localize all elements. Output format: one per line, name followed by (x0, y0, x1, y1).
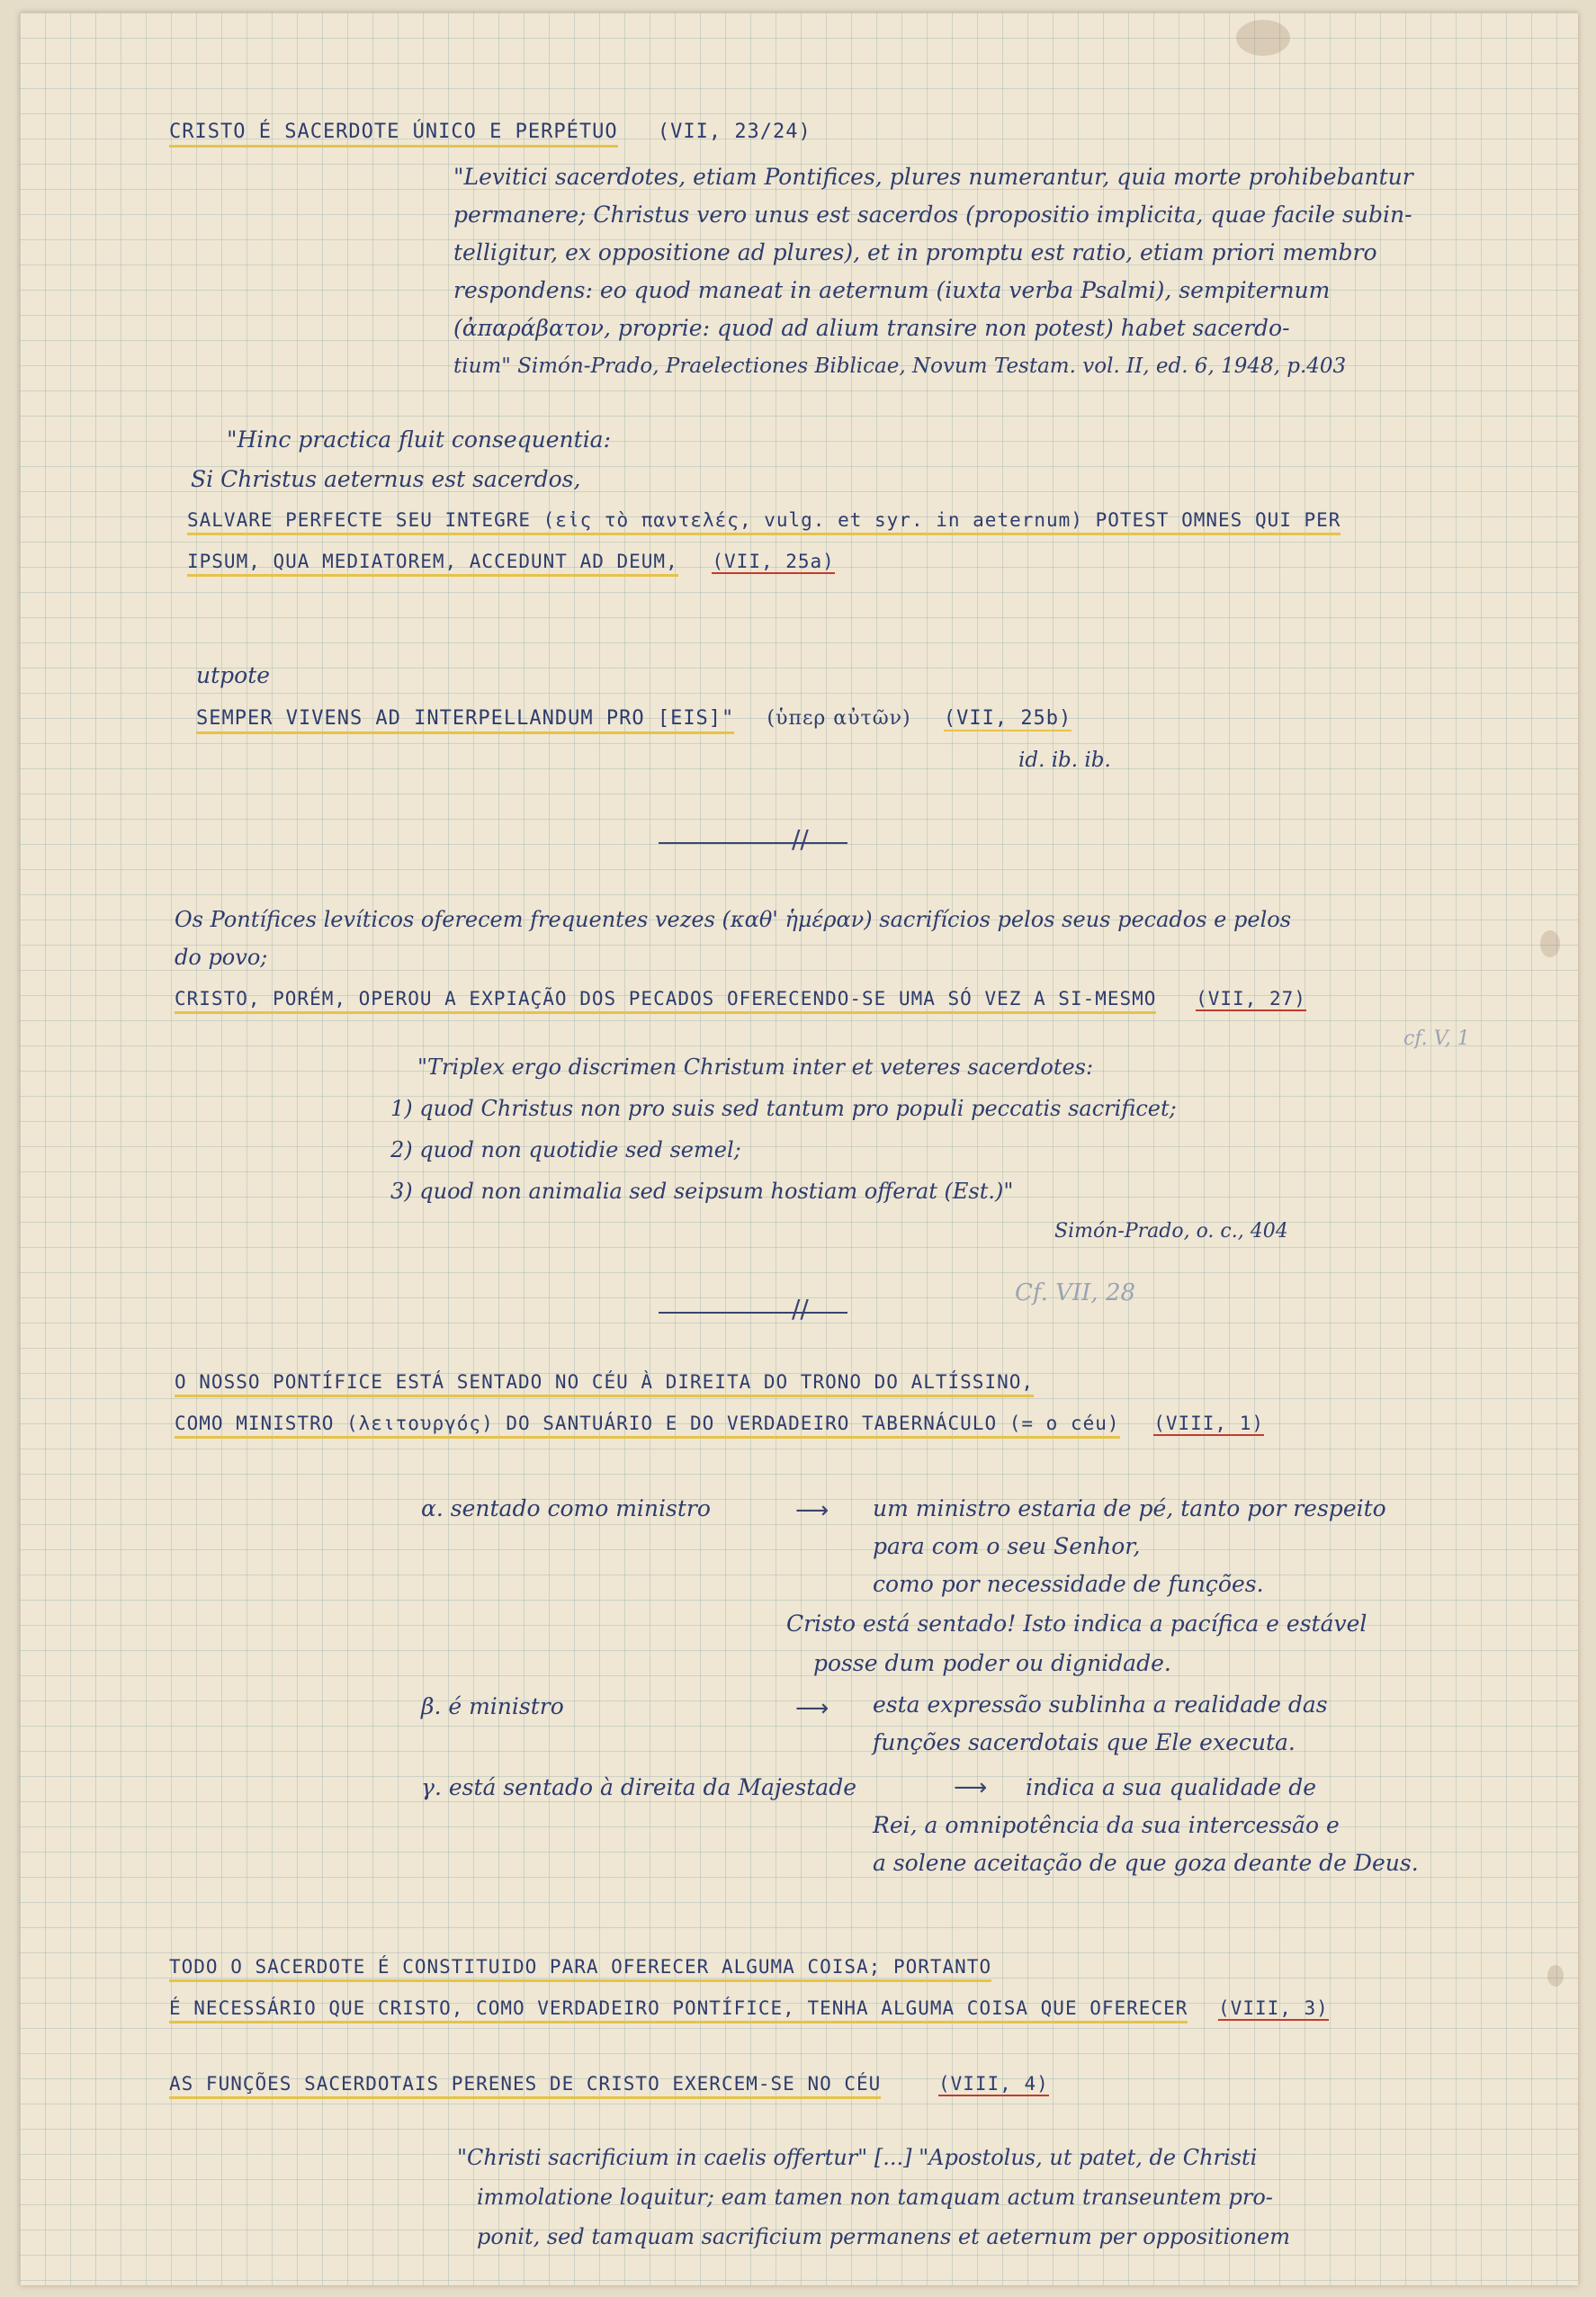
title-text: CRISTO É SACERDOTE ÚNICO E PERPÉTUO (169, 121, 618, 148)
text-line: utpote (196, 662, 271, 688)
item-text: a solene aceitação de que goza deante de Deus. (873, 1850, 1419, 1876)
reference: (VII, 23/24) (657, 121, 811, 143)
quote-line: (ἀπαράβατον, proprie: quod ad alium transire non potest) habet sacerdo- (453, 315, 1290, 341)
paper-stain (1540, 930, 1560, 957)
caps-line (187, 509, 1340, 531)
item-text: indica a sua qualidade de (1026, 1774, 1317, 1800)
reference: (VIII, 3) (1218, 1997, 1329, 2019)
caps-line (175, 988, 1306, 1009)
item-text: funções sacerdotais que Ele executa. (873, 1729, 1296, 1755)
item-text: posse dum poder ou dignidade. (813, 1650, 1171, 1676)
quote-line: 1) quod Christus non pro suis sed tantum pro populi peccatis sacrificet; (390, 1096, 1177, 1121)
text-line: do povo; (175, 945, 268, 970)
caps-text: É NECESSÁRIO QUE CRISTO, COMO VERDADEIRO PONTÍFICE, TENHA ALGUMA COISA QUE OFERECER (169, 1997, 1188, 2023)
reference: (VII, 25a) (712, 551, 835, 572)
item-label: α. sentado como ministro (421, 1495, 711, 1521)
intro-line: "Hinc practica fluit consequentia: (227, 426, 612, 453)
margin-note: Cf. VII, 28 (1015, 1279, 1136, 1306)
item-text: para com o seu Senhor, (873, 1533, 1141, 1559)
text-line: Si Christus aeternus est sacerdos, (191, 466, 581, 492)
item-text: Rei, a omnipotência da sua intercessão e (873, 1812, 1340, 1838)
quote-line: immolatione loquitur; eam tamen non tamquam actum transeuntem pro- (477, 2185, 1273, 2210)
caps-text: O NOSSO PONTÍFICE ESTÁ SENTADO NO CÉU À DIREITA DO TRONO DO ALTÍSSINO, (175, 1371, 1034, 1397)
arrow-icon: ⟶ (954, 1774, 988, 1801)
quote-line: "Levitici sacerdotes, etiam Pontifices, plures numerantur, quia morte prohibebantur (453, 164, 1413, 190)
text-line: Os Pontífices levíticos oferecem frequentes vezes (καθ' ἡμέραν) sacrifícios pelos seus pecados e pelos (175, 907, 1292, 932)
separator (659, 842, 847, 844)
separator-mark: // (792, 824, 809, 854)
quote-line: 3) quod non animalia sed seipsum hostiam offerat (Est.)" (390, 1179, 1014, 1204)
caps-line (169, 2073, 1049, 2095)
quote-line: "Triplex ergo discrimen Christum inter et veteres sacerdotes: (417, 1054, 1094, 1080)
quote-line: telligitur, ex oppositione ad plures), et in promptu est ratio, etiam priori membro (453, 239, 1377, 265)
caps-text: IPSUM, QUA MEDIATOREM, ACCEDUNT AD DEUM, (187, 551, 678, 577)
caps-text: COMO MINISTRO (λειτουργός) DO SANTUÁRIO E DO VERDADEIRO TABERNÁCULO (= o céu) (175, 1413, 1120, 1439)
section-title (169, 121, 811, 143)
caps-line (169, 1956, 991, 1978)
item-label: β. é ministro (421, 1693, 564, 1719)
quote-line: tium" Simón-Prado, Praelectiones Biblicae, Novum Testam. vol. II, ed. 6, 1948, p.403 (453, 354, 1347, 378)
item-text: esta expressão sublinha a realidade das (873, 1691, 1328, 1718)
caps-line (175, 1371, 1034, 1393)
item-text: Cristo está sentado! Isto indica a pacífica e estável (786, 1611, 1367, 1637)
caps-text: TODO O SACERDOTE É CONSTITUIDO PARA OFERECER ALGUMA COISA; PORTANTO (169, 1956, 991, 1982)
arrow-icon: ⟶ (795, 1497, 829, 1524)
arrow-icon: ⟶ (795, 1695, 829, 1722)
reference: (VIII, 4) (937, 2073, 1049, 2095)
separator-mark: // (792, 1294, 809, 1323)
item-label: γ. está sentado à direita da Majestade (421, 1774, 857, 1800)
quote-line: ponit, sed tamquam sacrificium permanens et aeternum per oppositionem (477, 2224, 1291, 2249)
caps-text: SALVARE PERFECTE SEU INTEGRE (εἰς τὸ παντελές, vulg. et syr. in aeternum) POTEST OMNES QUI PER (187, 509, 1340, 535)
quote-line: "Christi sacrificium in caelis offertur" [...] "Apostolus, ut patet, de Christi (457, 2145, 1258, 2170)
reference: (VII, 25b) (943, 707, 1072, 730)
notebook-page (20, 13, 1578, 2285)
caps-text: CRISTO, PORÉM, OPEROU A EXPIAÇÃO DOS PECADOS OFERECENDO-SE UMA SÓ VEZ A SI-MESMO (175, 988, 1156, 1014)
caps-text: AS FUNÇÕES SACERDOTAIS PERENES DE CRISTO EXERCEM-SE NO CÉU (169, 2073, 881, 2099)
quote-line: permanere; Christus vero unus est sacerdos (propositio implicita, quae facile subin- (453, 202, 1412, 228)
caps-line (187, 551, 835, 572)
greek-text: (ὑπερ αὐτῶν) (767, 707, 911, 730)
quote-line: 2) quod non quotidie sed semel; (390, 1137, 741, 1162)
separator (659, 1312, 847, 1314)
reference: (VIII, 1) (1153, 1413, 1264, 1434)
quote-line: respondens: eo quod maneat in aeternum (iuxta verba Psalmi), sempiternum (453, 277, 1331, 303)
caps-line (196, 707, 1071, 730)
caps-line (175, 1413, 1264, 1434)
caps-line (169, 1997, 1329, 2019)
item-text: um ministro estaria de pé, tanto por respeito (873, 1495, 1386, 1521)
paper-stain (1236, 20, 1290, 56)
source-line: id. ib. ib. (1018, 749, 1111, 772)
paper-stain (1547, 1965, 1564, 1987)
item-text: como por necessidade de funções. (873, 1571, 1264, 1597)
margin-note: cf. V, 1 (1403, 1027, 1470, 1050)
caps-text: SEMPER VIVENS AD INTERPELLANDUM PRO [EIS]" (196, 707, 734, 734)
reference: (VII, 27) (1196, 988, 1306, 1009)
source-line: Simón-Prado, o. c., 404 (1054, 1220, 1288, 1243)
